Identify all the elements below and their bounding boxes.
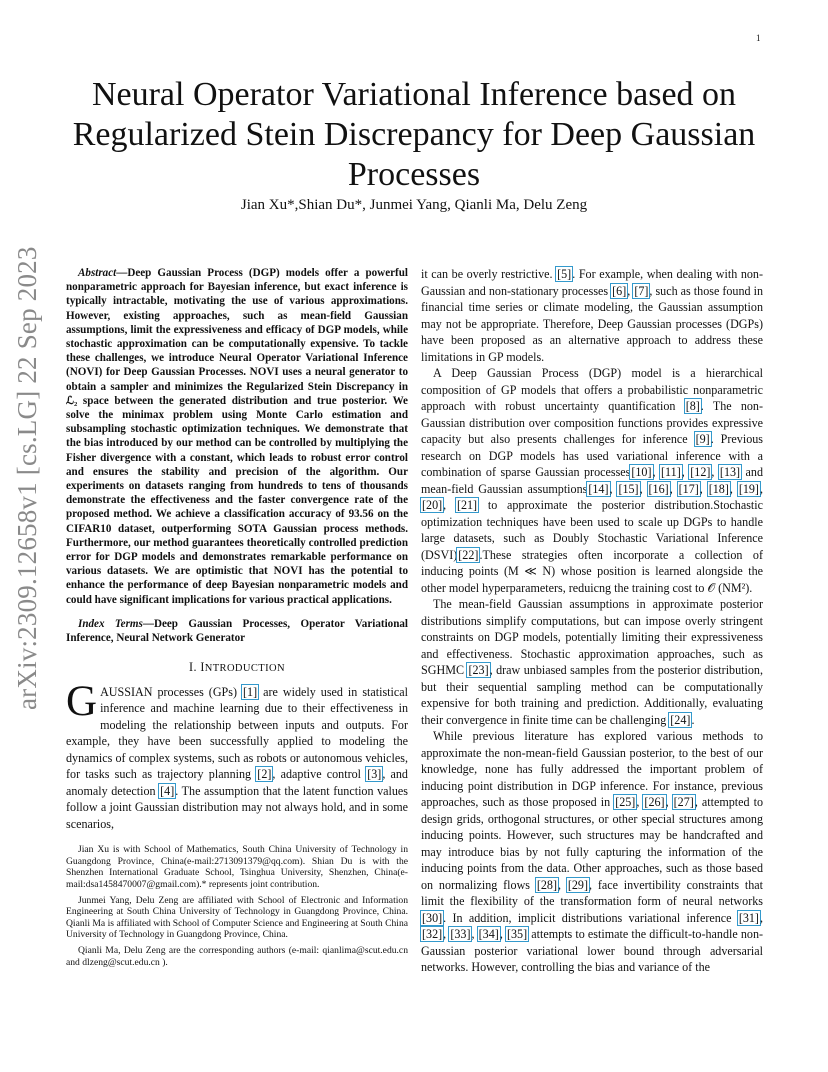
citation-link[interactable]: [18] (708, 481, 729, 496)
citation-link[interactable]: [17] (678, 481, 699, 496)
text-run: , (471, 927, 478, 941)
citation-link[interactable]: [5] (557, 267, 572, 281)
index-terms (66, 617, 408, 645)
footnote-corresponding-authors: Qianli Ma, Delu Zeng are the corresponding authors (e-mail: qianlima@scut.edu.cn and dlzeng@scut.edu.cn ). (66, 945, 408, 968)
section-initial: I (200, 660, 205, 675)
text-run: .These strategies often incorporate a collection of inducing points (M ≪ N) whose position is learned alongside the other model hyperparameters, reduicng the training cost to 𝒪 (NM²). (421, 547, 763, 595)
right-paragraph-4 (421, 728, 763, 976)
citation-link[interactable]: [11] (661, 465, 681, 479)
citation-link[interactable]: [35] (506, 927, 528, 941)
citation-link[interactable]: [33] (450, 927, 471, 941)
text-run: . The assumption that the latent function values follow a joint Gaussian distribution may not always hold, and in some scenarios, (66, 783, 408, 831)
citation-link[interactable]: [30] (422, 910, 443, 925)
citation-link[interactable]: [23] (468, 663, 489, 677)
citation-link[interactable]: [20] (422, 498, 443, 512)
text-run: . In addition, implicit distributions variational inference (443, 910, 738, 925)
right-paragraph-1 (421, 266, 763, 365)
left-column (66, 266, 408, 972)
citation-link[interactable]: [15] (618, 481, 639, 496)
text-run: A Deep Gaussian Process (DGP) model is a hierarchical composition of GP models that offers a probabilistic nonparametric approach with robust uncertainty quantification (421, 366, 763, 413)
text-run: . Previous research on DGP models has used variational inference with a combination of sparse Gaussian processes (421, 432, 763, 479)
citation-link[interactable]: [9] (695, 432, 710, 446)
text-run: it can be overly restrictive. (421, 267, 557, 281)
citation-link[interactable]: [6] (612, 283, 627, 298)
text-run: , face invertibility constraints that limit the flexibility of the transformation form of neural networks (421, 877, 763, 908)
text-run: , (652, 465, 661, 479)
text-run: , draw unbiased samples from the posterior distribution, but their sequential sampling method can be computationally expensive for both training and prediction. Additionally, evaluating their convergence in finite time can be challenging (421, 663, 763, 727)
right-paragraph-3 (421, 596, 763, 728)
citation-link[interactable]: [1] (243, 684, 258, 699)
right-paragraph-2 (421, 365, 763, 596)
text-run: The mean-field Gaussian assumptions in approximate posterior distributions simplify computations, but can impose overly stringent constraints on DGP models, potentially limiting their expressiveness and effectiveness. Stochastic approximation approaches, such as SGHMC (421, 597, 763, 677)
citation-link[interactable]: [7] (634, 283, 649, 298)
text-run: , (729, 481, 738, 496)
text-run: , (759, 481, 763, 496)
section-heading-introduction (66, 659, 408, 678)
text-run: , (443, 927, 450, 941)
text-run: AUSSIAN processes (GPs) (100, 684, 243, 699)
citation-link[interactable]: [31] (738, 910, 759, 925)
text-run: , (627, 283, 634, 298)
text-run: . The non-Gaussian distribution over composition functions provides expressive capacity but also presents challenges for inference (421, 399, 763, 446)
citation-link[interactable]: [14] (588, 481, 609, 496)
text-run: , (669, 481, 678, 496)
text-run: , (636, 795, 644, 809)
text-run: , (711, 465, 719, 479)
intro-paragraph-1 (66, 677, 408, 833)
citation-link[interactable]: [16] (648, 481, 669, 496)
drop-cap: G (66, 677, 98, 725)
citation-link[interactable]: [19] (738, 481, 759, 496)
citation-link[interactable]: [34] (478, 927, 499, 941)
citation-link[interactable]: [22] (458, 547, 479, 562)
footnote-affiliation-2: Junmei Yang, Delu Zeng are affiliated with School of Electronic and Information Engineering at South China University of Technology in Guangdong Province, China. Qianli Ma is affiliated with School of Computer Science and Engineering at South China University of Technology in Guangdong Province, China. (66, 894, 408, 941)
text-run: , (639, 481, 648, 496)
text-run: , (557, 877, 567, 892)
citation-link[interactable]: [27] (673, 795, 694, 809)
text-run: attempts to estimate the difficult-to-handle non-Gaussian posterior variational lower bound through adversarial networks. However, controlling the bias and variance of the (421, 927, 764, 974)
citation-link[interactable]: [25] (615, 795, 636, 809)
text-run: . For example, when dealing with non-Gaussian and non-stationary processes (421, 267, 763, 298)
text-run: , (665, 795, 673, 809)
citation-link[interactable]: [26] (644, 795, 665, 809)
index-terms-text: —Deep Gaussian Processes, Operator Variational Inference, Neural Network Generator (66, 617, 408, 645)
text-run: , (681, 465, 690, 479)
text-run: , (759, 910, 763, 925)
text-run: , attempted to design grids, orthogonal structures, or other special structures among inducing points. However, such structures may be handcrafted and may introduce bias by not fully capturing the information of the inducing points from the data. Other approaches, such as those based on normalizing flows (421, 795, 764, 892)
text-run: , (499, 927, 506, 941)
citation-link[interactable]: [29] (567, 877, 588, 892)
citation-link[interactable]: [10] (631, 465, 652, 479)
citation-link[interactable]: [8] (685, 399, 700, 413)
index-terms-label: Index Terms (78, 617, 143, 630)
citation-link[interactable]: [13] (719, 465, 741, 479)
abstract-text: —Deep Gaussian Process (DGP) models offer a powerful nonparametric approach for Bayesian inference, but exact inference is typically intractable, motivating the use of various approximations. However, existing approaches, such as mean-field Gaussian assumptions, limit the expressiveness and efficacy of DGP models, while stochastic approximation can be computationally expensive. To tackle these challenges, we introduce Neural Operator Variational Inference (NOVI) for Deep Gaussian Processes. NOVI uses a neural generator to obtain a sampler and minimizes the Regularized Stein Discrepancy in ℒ₂ space between the generated distribution and true posterior. We solve the minimax problem using Monte Carlo estimation and subsampling stochastic optimization techniques. We demonstrate that the bias introduced by our method can be controlled by multiplying the Fisher divergence with a constant, which leads to robust error control and ensures the stability and precision of the algorithm. Our experiments on datasets ranging from hundreds to tens of thousands demonstrate the effectiveness and the faster convergence rate of the proposed method. We achieve a classification accuracy of 93.56 on the CIFAR10 dataset, outperforming SOTA Gaussian process methods. Furthermore, our method guarantees theoretically controlled prediction error for DGP models and demonstrates remarkable performance on various datasets. We are optimistic that NOVI has the potential to enhance the performance of deep Bayesian nonparametric models and could have significant implications for various practical applications. (66, 267, 408, 606)
author-list: Jian Xu*,Shian Du*, Junmei Yang, Qianli Ma, Delu Zeng (240, 197, 588, 213)
section-numeral: I. (189, 660, 197, 675)
citation-link[interactable]: [3] (367, 767, 382, 782)
citation-link[interactable]: [12] (690, 465, 711, 479)
page-number: 1 (756, 33, 761, 43)
paper-title: Neural Operator Variational Inference based on Regularized Stein Discrepancy for Deep Gaussian Processes (72, 76, 756, 193)
text-run: While previous literature has explored various methods to approximate the non-mean-field Gaussian posterior, to the best of our knowledge, none has fully addressed the important problem of inducing point distribution in DGP inference. For instance, previous approaches, such as those proposed in (421, 729, 763, 809)
arxiv-identifier-stamp: arXiv:2309.12658v1 [cs.LG] 22 Sep 2023 (12, 246, 42, 710)
text-run: . (691, 712, 695, 727)
text-run: , and anomaly detection (66, 767, 408, 798)
citation-link[interactable]: [28] (536, 877, 557, 892)
citation-link[interactable]: [24] (670, 712, 691, 727)
section-title-rest: NTRODUCTION (204, 663, 285, 675)
text-run: , (609, 481, 618, 496)
citation-link[interactable]: [2] (257, 767, 272, 782)
text-run: to approximate the posterior distribution.Stochastic optimization techniques have been used to scale up DGPs to handle large datasets, such as Doubly Stochastic Variational Inference (DSVI) (421, 498, 763, 562)
text-run: , adaptive control (272, 767, 367, 782)
abstract (66, 266, 408, 607)
text-run: , (443, 498, 456, 512)
text-run: , such as those found in financial time series or climate modeling, the Gaussian assumption may not be appropriate. Therefore, Deep Gaussian processes (DGPs) have been proposed as an alternative approach to address these limitations in GP models. (421, 283, 764, 364)
right-column (421, 266, 763, 976)
citation-link[interactable]: [21] (456, 498, 478, 512)
text-run: and mean-field Gaussian assumptions (421, 465, 764, 496)
abstract-label: Abstract (78, 267, 117, 279)
text-run: , (699, 481, 708, 496)
footnote-affiliation-1: Jian Xu is with School of Mathematics, South China University of Technology in Guangdong Province, China(e-mail:2713091379@qq.com). Shian Du is with the Shenzhen International Graduate School, Tsinghua University, Shenzhen, China(e-mail:dsa1458470007@gmail.com).* represents joint contribution. (66, 844, 408, 891)
text-run: are widely used in statistical inference and machine learning due to their effectiveness in modeling the relationship between inputs and outputs. For example, they have been successfully applied to modeling the dynamics of complex systems, such as robots or autonomous vehicles, for tasks such as trajectory planning (66, 684, 408, 782)
citation-link[interactable]: [4] (160, 783, 175, 798)
citation-link[interactable]: [32] (422, 927, 443, 941)
